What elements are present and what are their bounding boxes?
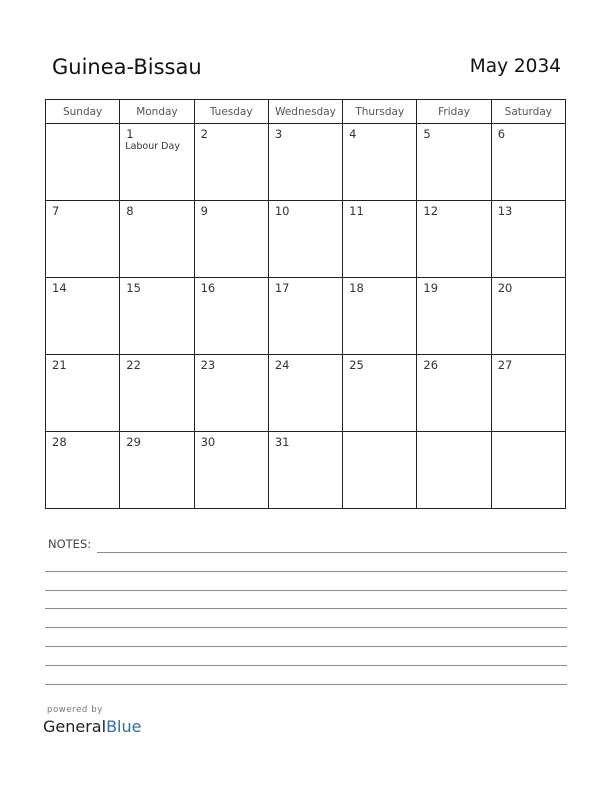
- generalblue-logo[interactable]: [43, 717, 141, 736]
- day-cell: [120, 355, 194, 432]
- day-number: 7: [52, 204, 60, 218]
- day-cell: [268, 201, 342, 278]
- day-number: 19: [423, 281, 439, 295]
- day-number: 14: [52, 281, 67, 295]
- day-cell: [268, 124, 342, 201]
- weekday-friday: Friday: [417, 100, 491, 124]
- day-number: 27: [497, 358, 513, 372]
- day-cell: [46, 432, 120, 509]
- calendar-grid: [45, 99, 566, 509]
- day-cell: [194, 432, 268, 509]
- notes-line: [45, 665, 567, 666]
- notes-line: [97, 552, 567, 553]
- day-number: 30: [200, 435, 216, 449]
- day-cell: [417, 124, 491, 201]
- day-number: 17: [274, 281, 290, 295]
- day-cell: [417, 355, 491, 432]
- day-number: 8: [126, 204, 134, 218]
- week-row: [46, 124, 566, 201]
- day-number: 9: [200, 204, 208, 218]
- day-number: 10: [274, 204, 290, 218]
- day-cell: [194, 201, 268, 278]
- notes-line: [45, 608, 567, 609]
- day-number: 20: [497, 281, 513, 295]
- week-row: [46, 432, 566, 509]
- day-cell: [194, 278, 268, 355]
- day-cell: [343, 355, 417, 432]
- day-number: 22: [126, 358, 141, 372]
- day-cell: [46, 124, 120, 201]
- day-number: 29: [126, 435, 141, 449]
- day-cell: [120, 124, 194, 201]
- notes-line: [45, 590, 567, 591]
- weekday-wednesday: Wednesday: [268, 100, 342, 124]
- day-number: 3: [274, 127, 283, 141]
- weekday-monday: Monday: [120, 100, 194, 124]
- day-cell: [46, 278, 120, 355]
- day-number: 26: [423, 358, 439, 372]
- brand-blue: Blue: [106, 717, 142, 736]
- day-number: 18: [349, 281, 364, 295]
- day-number: 13: [497, 204, 513, 218]
- day-number: 24: [274, 358, 290, 372]
- day-cell: [120, 201, 194, 278]
- day-cell: [343, 201, 417, 278]
- day-number: 2: [200, 127, 208, 141]
- day-cell: [491, 432, 565, 509]
- day-number: 23: [200, 358, 216, 372]
- calendar-title: Guinea-Bissau: [52, 55, 202, 79]
- month-year-label: May 2034: [469, 56, 561, 77]
- day-number: 4: [349, 127, 357, 141]
- brand-general: General: [43, 717, 107, 736]
- day-cell: [268, 355, 342, 432]
- week-row: [46, 278, 566, 355]
- day-cell: [343, 432, 417, 509]
- day-cell: [491, 355, 565, 432]
- day-number: 16: [200, 281, 216, 295]
- notes-line: [45, 684, 567, 685]
- day-cell: [417, 432, 491, 509]
- weekday-saturday: Saturday: [491, 100, 565, 124]
- weekday-tuesday: Tuesday: [194, 100, 268, 124]
- week-row: [46, 201, 566, 278]
- day-cell: [343, 278, 417, 355]
- week-row: [46, 355, 566, 432]
- day-number: 1: [126, 127, 134, 141]
- day-number: 12: [423, 204, 439, 218]
- day-number: 31: [274, 435, 290, 449]
- day-cell: [491, 124, 565, 201]
- day-number: 25: [349, 358, 364, 372]
- day-number: 6: [497, 127, 506, 141]
- day-cell: [491, 278, 565, 355]
- day-cell: [343, 124, 417, 201]
- weekday-header-row: [46, 100, 566, 124]
- day-number: 21: [52, 358, 67, 372]
- day-cell: [46, 355, 120, 432]
- day-cell: [120, 278, 194, 355]
- weekday-thursday: Thursday: [343, 100, 417, 124]
- day-number: 28: [52, 435, 67, 449]
- day-cell: [268, 432, 342, 509]
- notes-line: [45, 646, 567, 647]
- day-number: 5: [423, 127, 431, 141]
- day-cell: [268, 278, 342, 355]
- powered-by-label: powered by: [47, 705, 103, 715]
- weekday-sunday: Sunday: [46, 100, 120, 124]
- day-cell: [417, 278, 491, 355]
- day-cell: [120, 432, 194, 509]
- day-cell: [417, 201, 491, 278]
- day-number: 15: [126, 281, 141, 295]
- holiday-label: Labour Day: [125, 141, 180, 152]
- notes-label: NOTES:: [48, 537, 92, 551]
- day-cell: [491, 201, 565, 278]
- notes-line: [45, 571, 567, 572]
- day-cell: [194, 124, 268, 201]
- notes-line: [45, 627, 567, 628]
- day-number: 11: [349, 204, 364, 218]
- day-cell: [46, 201, 120, 278]
- day-cell: [194, 355, 268, 432]
